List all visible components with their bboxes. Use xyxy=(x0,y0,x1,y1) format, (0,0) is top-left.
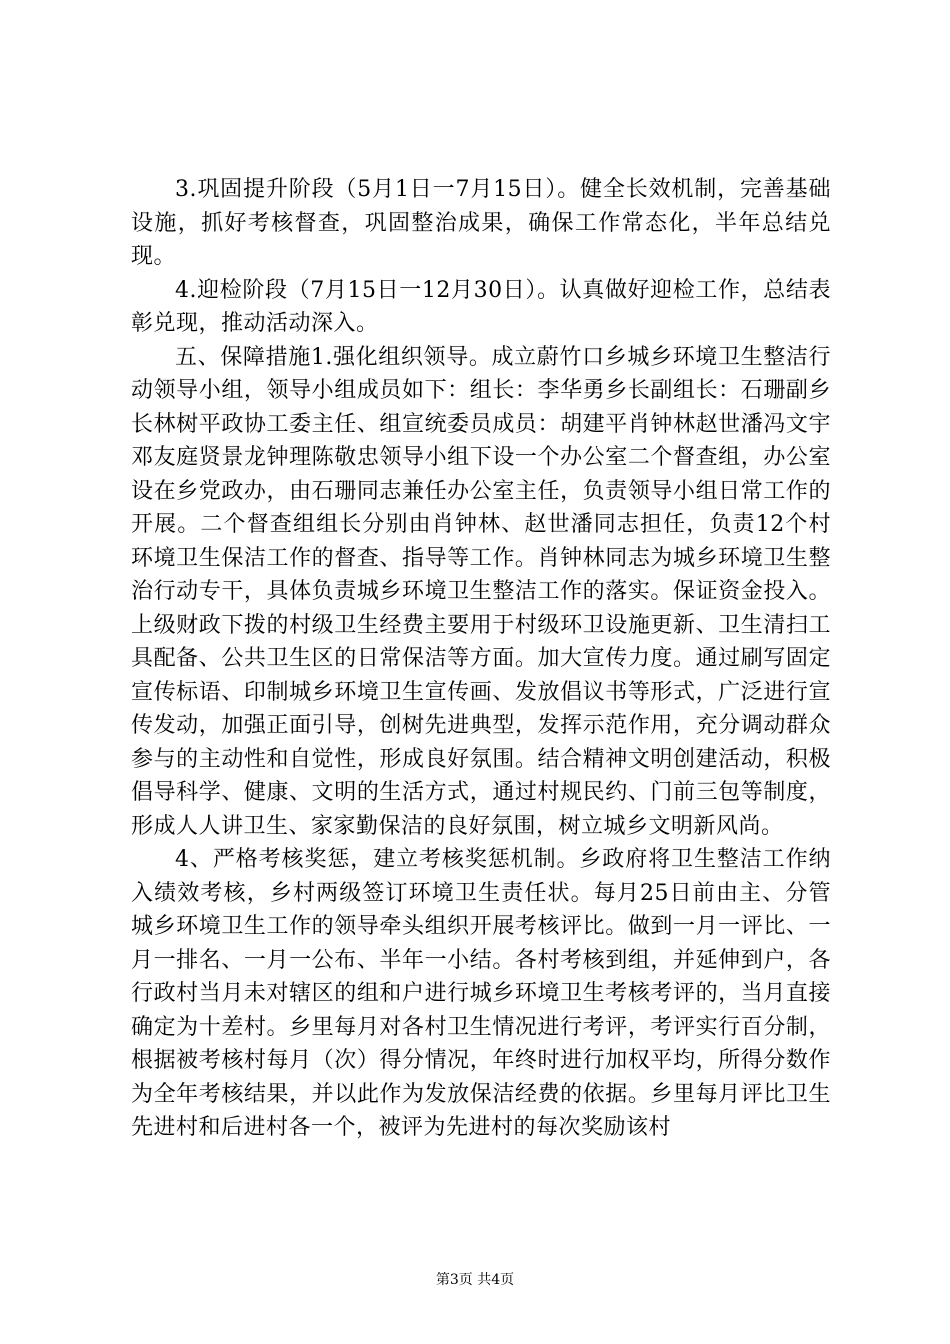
paragraph-stage-4: 4.迎检阶段（7月15日一12月30日）。认真做好迎检工作，总结表彰兑现，推动活动深入。 xyxy=(131,277,831,336)
paragraph-assessment: 4、严格考核奖惩，建立考核奖惩机制。乡政府将卫生整洁工作纳入绩效考核，乡村两级签订环境卫生责任状。每月25日前由主、分管城乡环境卫生工作的领导牵头组织开展考核评比。做到一月一评比、一月一排名、一月一公布、半年一小结。各村考核到组，并延伸到户，各行政村当月未对辖区的组和户进行城乡环境卫生考核考评的，当月直接确定为十差村。乡里每月对各村卫生情况进行考评，考评实行百分制，根据被考核村每月（次）得分情况，年终时进行加权平均，所得分数作为全年考核结果，并以此作为发放保洁经费的依据。乡里每月评比卫生先进村和后进村各一个，被评为先进村的每次奖励该村 xyxy=(131,847,831,1140)
paragraph-stage-3: 3.巩固提升阶段（5月1日一7月15日）。健全长效机制，完善基础设施，抓好考核督查，巩固整治成果，确保工作常态化，半年总结兑现。 xyxy=(131,177,831,269)
paragraph-safeguards: 五、保障措施1.强化组织领导。成立蔚竹口乡城乡环境卫生整洁行动领导小组，领导小组成员如下：组长：李华勇乡长副组长：石珊副乡长林树平政协工委主任、组宣统委员成员：胡建平肖钟林赵世潘冯文宇邓友庭贤景龙钟理陈敬忠领导小组下设一个办公室二个督查组，办公室设在乡党政办，由石珊同志兼任办公室主任，负责领导小组日常工作的开展。二个督查组组长分别由肖钟林、赵世潘同志担任，负责12个村环境卫生保洁工作的督查、指导等工作。肖钟林同志为城乡环境卫生整治行动专干，具体负责城乡环境卫生整洁工作的落实。保证资金投入。上级财政下拨的村级卫生经费主要用于村级环卫设施更新、卫生清扫工具配备、公共卫生区的日常保洁等方面。加大宣传力度。通过刷写固定宣传标语、印制城乡环境卫生宣传画、发放倡议书等形式，广泛进行宣传发动，加强正面引导，创树先进典型，发挥示范作用，充分调动群众参与的主动性和自觉性，形成良好氛围。结合精神文明创建活动，积极倡导科学、健康、文明的生活方式，通过村规民约、门前三包等制度，形成人人讲卫生、家家勤保洁的良好氛围，树立城乡文明新风尚。 xyxy=(131,344,831,839)
document-body xyxy=(131,173,831,1145)
page-footer: 第3页 共4页 xyxy=(435,1272,515,1288)
